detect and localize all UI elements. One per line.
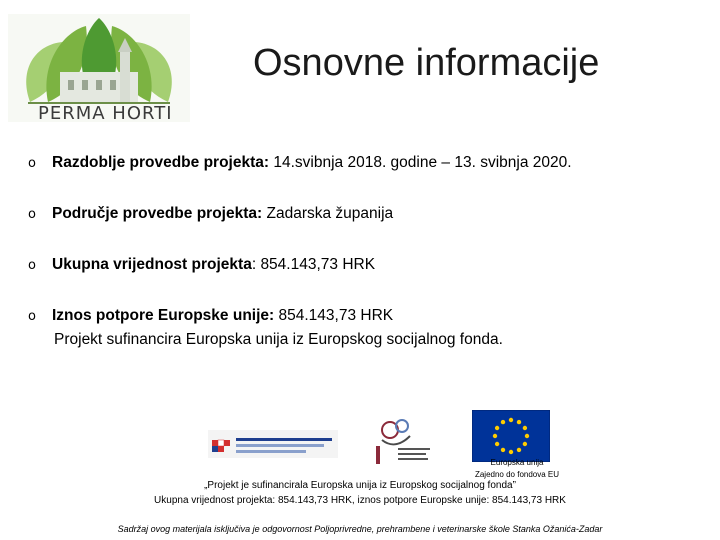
funding-logos	[0, 408, 720, 468]
footer-values: Ukupna vrijednost projekta: 854.143,73 HRK, iznos potpore Europske unije: 854.143,73 HRK	[154, 495, 566, 506]
page-title: Osnovne informacije	[253, 42, 600, 84]
list-item-eu-support	[28, 301, 688, 352]
logo-text: PERMA HORTI	[38, 103, 173, 124]
eu-support-label: Iznos potpore Europske unije:	[52, 307, 275, 324]
total-value-label: Ukupna vrijednost projekta	[52, 256, 252, 273]
list-item-area	[28, 199, 688, 250]
info-list	[28, 148, 688, 352]
total-value-amount: : 854.143,73 HRK	[251, 256, 376, 273]
ministry-logo	[372, 416, 434, 466]
period-value: 14.svibnja 2018. godine – 13. svibnja 2020.	[273, 154, 572, 171]
bullet-marker: o	[28, 258, 36, 273]
eu-caption-line2: Zajedno do fondova EU	[474, 470, 560, 479]
area-value: Zadarska županija	[266, 205, 394, 222]
bullet-marker: o	[28, 207, 36, 222]
bullet-marker: o	[28, 309, 36, 324]
footer-cofinancing: „Projekt je sufinancirala Europska unija iz Europskog socijalnog fonda”	[204, 480, 516, 491]
eu-flag-logo	[472, 410, 550, 462]
eu-support-amount: 854.143,73 HRK	[278, 307, 394, 324]
area-label: Područje provedbe projekta:	[52, 205, 263, 222]
bullet-marker: o	[28, 156, 36, 171]
eu-caption	[466, 457, 568, 481]
period-label: Razdoblje provedbe projekta:	[52, 154, 270, 171]
footer-disclaimer: Sadržaj ovog materijala isključiva je odgovornost Poljoprivredne, prehrambene i veterinarske škole Stanka Ožanića-Zadar	[117, 524, 603, 534]
eu-caption-line1: Europska unija	[490, 458, 544, 467]
esf-structural-funds-logo	[208, 430, 338, 458]
list-item-period	[28, 148, 688, 199]
cofinancing-note: Projekt sufinancira Europska unija iz Europskog socijalnog fonda.	[54, 331, 503, 348]
list-item-total-value	[28, 250, 688, 301]
